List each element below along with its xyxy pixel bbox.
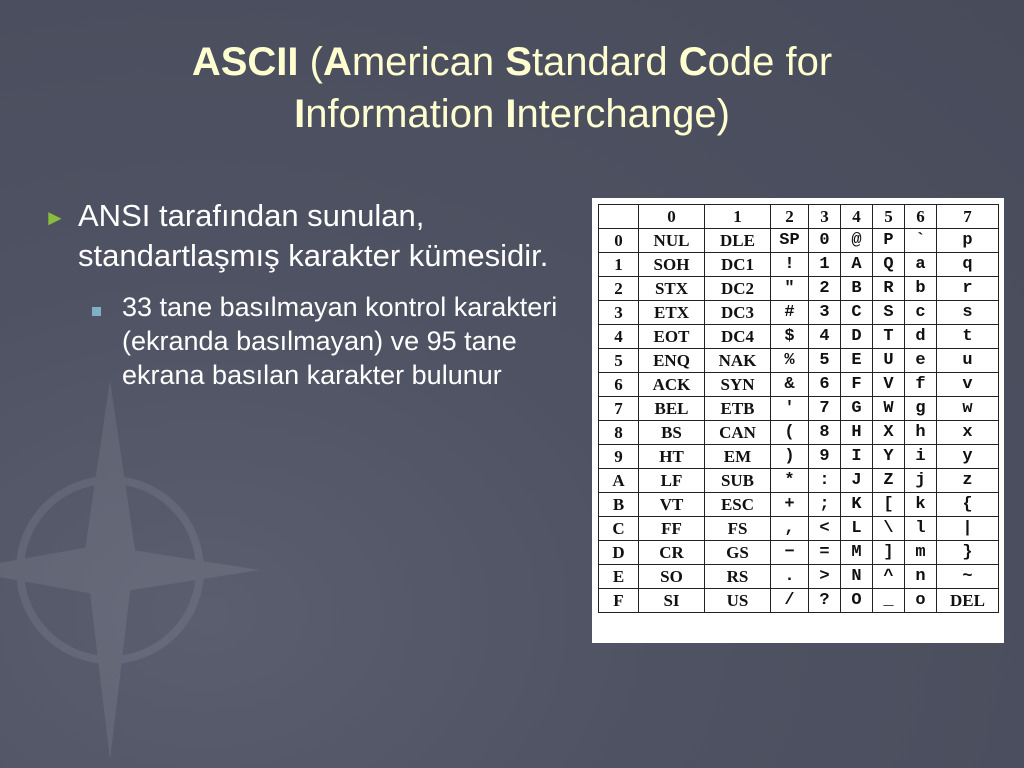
table-row <box>599 349 999 373</box>
table-cell: , <box>771 517 809 541</box>
table-row <box>599 253 999 277</box>
table-cell: DC2 <box>705 277 771 301</box>
table-cell: x <box>937 421 999 445</box>
table-cell: 6 <box>809 373 841 397</box>
table-cell: FS <box>705 517 771 541</box>
table-cell: DLE <box>705 229 771 253</box>
table-cell: | <box>937 517 999 541</box>
table-cell: U <box>873 349 905 373</box>
title-segment: tandard <box>531 40 679 84</box>
table-cell: % <box>771 349 809 373</box>
table-cell: ACK <box>639 373 705 397</box>
table-cell: STX <box>639 277 705 301</box>
table-cell: t <box>937 325 999 349</box>
table-cell: W <box>873 397 905 421</box>
table-cell: a <box>905 253 937 277</box>
table-cell: VT <box>639 493 705 517</box>
table-cell: SYN <box>705 373 771 397</box>
table-cell: K <box>841 493 873 517</box>
table-cell: k <box>905 493 937 517</box>
bullet-list <box>44 196 564 392</box>
table-cell: US <box>705 589 771 613</box>
table-cell: g <box>905 397 937 421</box>
table-cell: G <box>841 397 873 421</box>
table-cell: F <box>841 373 873 397</box>
table-cell: L <box>841 517 873 541</box>
table-cell: } <box>937 541 999 565</box>
table-cell: q <box>937 253 999 277</box>
table-cell: E <box>841 349 873 373</box>
table-cell: ? <box>809 589 841 613</box>
table-cell: M <box>841 541 873 565</box>
slide-title <box>0 36 1024 140</box>
title-segment: ASCII <box>191 40 299 84</box>
table-cell: T <box>873 325 905 349</box>
table-cell: SOH <box>639 253 705 277</box>
title-segment: I <box>505 92 517 136</box>
row-header: A <box>599 469 639 493</box>
table-cell: " <box>771 277 809 301</box>
sub-bullet-text-1: 33 tane basılmayan kontrol karakteri (ekranda basılmayan) ve 95 tane ekrana basılan karakter bulunur <box>122 292 558 390</box>
table-cell: ! <box>771 253 809 277</box>
ascii-table <box>598 204 999 613</box>
table-cell: J <box>841 469 873 493</box>
row-header: 9 <box>599 445 639 469</box>
table-cell: B <box>841 277 873 301</box>
table-cell: R <box>873 277 905 301</box>
table-cell: GS <box>705 541 771 565</box>
table-cell: 8 <box>809 421 841 445</box>
table-cell: BEL <box>639 397 705 421</box>
table-cell: LF <box>639 469 705 493</box>
table-row <box>599 565 999 589</box>
table-cell: * <box>771 469 809 493</box>
table-cell: 9 <box>809 445 841 469</box>
table-cell: DC4 <box>705 325 771 349</box>
column-header: 5 <box>873 205 905 229</box>
table-cell: 2 <box>809 277 841 301</box>
table-cell: P <box>873 229 905 253</box>
table-cell: { <box>937 493 999 517</box>
compass-watermark <box>0 380 260 760</box>
table-cell: EOT <box>639 325 705 349</box>
table-corner-cell <box>599 205 639 229</box>
table-cell: 5 <box>809 349 841 373</box>
table-cell: NAK <box>705 349 771 373</box>
table-cell: d <box>905 325 937 349</box>
table-cell: Q <box>873 253 905 277</box>
row-header: 0 <box>599 229 639 253</box>
table-cell: & <box>771 373 809 397</box>
row-header: 4 <box>599 325 639 349</box>
table-cell: DC1 <box>705 253 771 277</box>
table-cell: u <box>937 349 999 373</box>
ascii-table-image <box>592 198 1004 643</box>
column-header: 2 <box>771 205 809 229</box>
title-segment: nterchange) <box>516 92 730 136</box>
table-row <box>599 589 999 613</box>
table-row <box>599 301 999 325</box>
column-header: 6 <box>905 205 937 229</box>
title-segment: nformation <box>305 92 506 136</box>
table-cell: ; <box>809 493 841 517</box>
table-cell: ) <box>771 445 809 469</box>
title-segment: merican <box>351 40 506 84</box>
table-cell: < <box>809 517 841 541</box>
row-header: 1 <box>599 253 639 277</box>
table-cell: ` <box>905 229 937 253</box>
column-header: 1 <box>705 205 771 229</box>
table-cell: m <box>905 541 937 565</box>
table-cell: b <box>905 277 937 301</box>
table-cell: 0 <box>809 229 841 253</box>
table-cell: SI <box>639 589 705 613</box>
table-cell: SUB <box>705 469 771 493</box>
table-cell: v <box>937 373 999 397</box>
table-header-row <box>599 205 999 229</box>
table-cell: V <box>873 373 905 397</box>
table-cell: − <box>771 541 809 565</box>
table-cell: @ <box>841 229 873 253</box>
table-cell: e <box>905 349 937 373</box>
table-cell: h <box>905 421 937 445</box>
table-cell: DEL <box>937 589 999 613</box>
column-header: 3 <box>809 205 841 229</box>
table-cell: 1 <box>809 253 841 277</box>
table-cell: l <box>905 517 937 541</box>
table-cell: = <box>809 541 841 565</box>
table-cell: o <box>905 589 937 613</box>
table-row <box>599 469 999 493</box>
table-cell: Y <box>873 445 905 469</box>
title-line-1 <box>0 36 1024 88</box>
table-cell: w <box>937 397 999 421</box>
table-cell: O <box>841 589 873 613</box>
title-segment: A <box>322 40 352 84</box>
table-row <box>599 421 999 445</box>
table-cell: A <box>841 253 873 277</box>
table-cell: Z <box>873 469 905 493</box>
table-row <box>599 277 999 301</box>
table-cell: NUL <box>639 229 705 253</box>
table-row <box>599 373 999 397</box>
table-cell: ETX <box>639 301 705 325</box>
triangle-right-icon: ► <box>44 205 66 230</box>
table-cell: ESC <box>705 493 771 517</box>
title-segment: S <box>505 40 532 84</box>
table-row <box>599 493 999 517</box>
table-row <box>599 325 999 349</box>
table-cell: # <box>771 301 809 325</box>
bullet-text-1: ANSI tarafından sunulan, standartlaşmış karakter kümesidir. <box>78 198 549 273</box>
bullet-item-1 <box>44 196 564 276</box>
row-header: E <box>599 565 639 589</box>
table-row <box>599 397 999 421</box>
title-segment: ode for <box>707 40 833 84</box>
table-cell: SO <box>639 565 705 589</box>
table-cell: > <box>809 565 841 589</box>
table-cell: ] <box>873 541 905 565</box>
column-header: 4 <box>841 205 873 229</box>
table-cell: I <box>841 445 873 469</box>
table-cell: 4 <box>809 325 841 349</box>
table-cell: C <box>841 301 873 325</box>
table-cell: / <box>771 589 809 613</box>
title-segment: C <box>678 40 708 84</box>
table-cell: z <box>937 469 999 493</box>
row-header: D <box>599 541 639 565</box>
row-header: 6 <box>599 373 639 397</box>
square-bullet-icon <box>92 290 122 392</box>
table-row <box>599 541 999 565</box>
table-cell: SP <box>771 229 809 253</box>
table-cell: RS <box>705 565 771 589</box>
title-segment: I <box>294 92 306 136</box>
table-cell: FF <box>639 517 705 541</box>
row-header: B <box>599 493 639 517</box>
table-cell: S <box>873 301 905 325</box>
table-cell: c <box>905 301 937 325</box>
table-row <box>599 445 999 469</box>
table-cell: N <box>841 565 873 589</box>
table-cell: H <box>841 421 873 445</box>
sub-bullet-item-1 <box>92 290 564 392</box>
table-cell: CR <box>639 541 705 565</box>
table-row <box>599 229 999 253</box>
row-header: 7 <box>599 397 639 421</box>
column-header: 7 <box>937 205 999 229</box>
title-segment: ( <box>298 40 323 84</box>
table-cell: i <box>905 445 937 469</box>
table-cell: j <box>905 469 937 493</box>
table-cell: DC3 <box>705 301 771 325</box>
table-cell: ~ <box>937 565 999 589</box>
table-cell: 3 <box>809 301 841 325</box>
table-cell: 7 <box>809 397 841 421</box>
table-cell: . <box>771 565 809 589</box>
table-cell: _ <box>873 589 905 613</box>
table-cell: ' <box>771 397 809 421</box>
table-cell: EM <box>705 445 771 469</box>
table-cell: [ <box>873 493 905 517</box>
table-row <box>599 517 999 541</box>
column-header: 0 <box>639 205 705 229</box>
row-header: 5 <box>599 349 639 373</box>
table-cell: f <box>905 373 937 397</box>
table-cell: BS <box>639 421 705 445</box>
table-cell: r <box>937 277 999 301</box>
row-header: F <box>599 589 639 613</box>
table-cell: + <box>771 493 809 517</box>
row-header: C <box>599 517 639 541</box>
title-line-2 <box>0 88 1024 140</box>
table-cell: ENQ <box>639 349 705 373</box>
table-cell: ^ <box>873 565 905 589</box>
table-cell: ( <box>771 421 809 445</box>
table-cell: : <box>809 469 841 493</box>
row-header: 8 <box>599 421 639 445</box>
row-header: 3 <box>599 301 639 325</box>
row-header: 2 <box>599 277 639 301</box>
table-cell: D <box>841 325 873 349</box>
table-cell: CAN <box>705 421 771 445</box>
table-cell: HT <box>639 445 705 469</box>
table-cell: s <box>937 301 999 325</box>
table-cell: $ <box>771 325 809 349</box>
table-cell: y <box>937 445 999 469</box>
table-cell: ETB <box>705 397 771 421</box>
table-cell: p <box>937 229 999 253</box>
table-cell: n <box>905 565 937 589</box>
table-cell: X <box>873 421 905 445</box>
table-cell: \ <box>873 517 905 541</box>
